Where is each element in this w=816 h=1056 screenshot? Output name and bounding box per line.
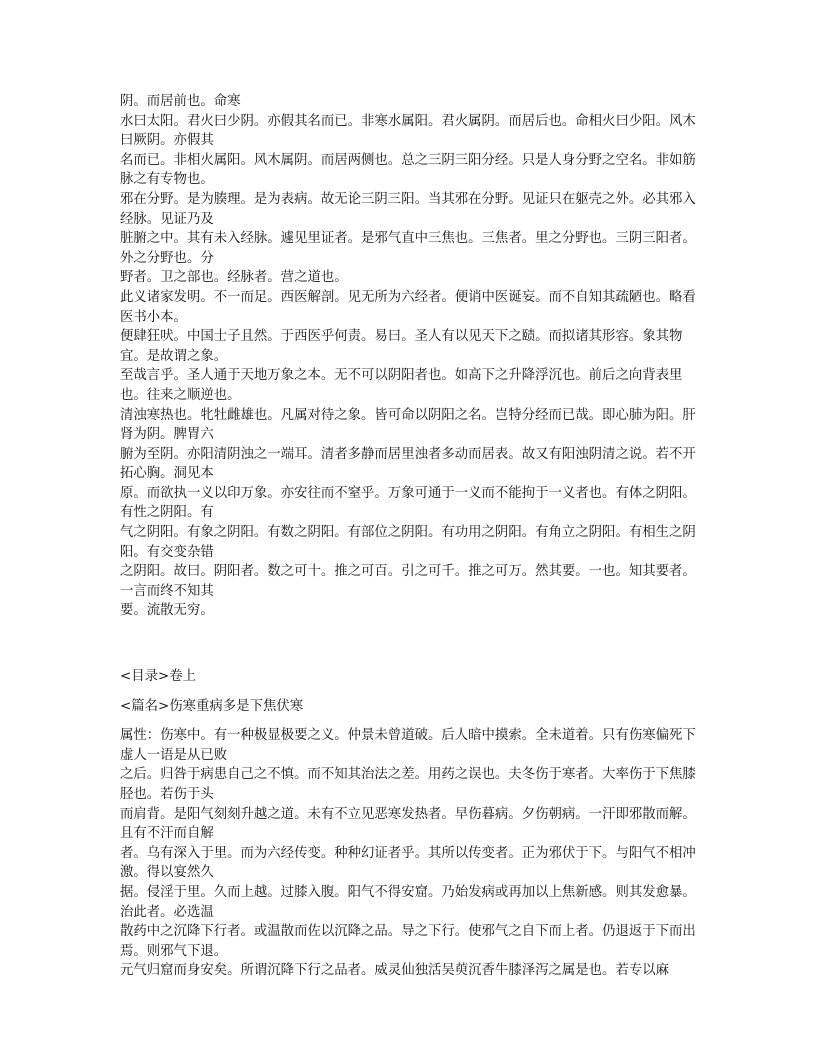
toc-heading: <目录>卷上 (120, 669, 197, 685)
text-line: 野者。卫之部也。经脉者。营之道也。 (120, 270, 348, 286)
text-line: 散药中之沉降下行者。或温散而佐以沉降之品。导之下行。使邪气之自下而上者。仍退返于下而出焉。则邪气下退。 (120, 924, 696, 959)
text-line: 据。侵淫于里。久而上越。过膝入腹。阳气不得安窟。乃始发病或再加以上焦新感。则其发愈暴。治此者。必选温 (120, 884, 696, 920)
text-line: 之阴阳。故曰。阴阳者。数之可十。推之可百。引之可千。推之可万。然其要。一也。知其要者。一言而终不知其 (120, 564, 696, 599)
text-line: 腑为至阴。亦阳清阴浊之一端耳。清者多静而居里浊者多动而居表。故又有阳浊阴清之说。若不开拓心胸。洞见本 (120, 446, 696, 482)
section-one (120, 92, 696, 621)
text-line: 气之阴阳。有象之阴阳。有数之阴阳。有部位之阴阳。有功用之阴阳。有角立之阴阳。有相生之阴阳。有交变杂错 (120, 525, 696, 560)
text-line: 水曰太阳。君火曰少阴。亦假其名而已。非寒水属阳。君火属阴。而居后也。命相火曰少阳。风木曰厥阴。亦假其 (120, 113, 696, 149)
heading-spacer (120, 716, 696, 726)
heading-spacer (120, 687, 696, 697)
document-page (120, 92, 696, 981)
text-line: 此义诸家发明。不一而足。西医解剖。见无所为六经者。便诮中医诞妄。而不自知其疏陋也。略看医书小本。 (120, 289, 696, 325)
text-line: 脏腑之中。其有未入经脉。遽见里证者。是邪气直中三焦也。三焦者。里之分野也。三阴三阳者。外之分野也。分 (120, 231, 696, 266)
text-line: 至哉言乎。圣人通于天地万象之本。无不可以阴阳者也。如高下之升降浮沉也。前后之向背表里也。往来之顺逆也。 (120, 368, 683, 403)
text-line: 名而已。非相火属阳。风木属阴。而居两侧也。总之三阴三阳分经。只是人身分野之空名。非如筋脉之有专物也。 (120, 152, 696, 188)
text-line: 便肆狂吠。中国士子且然。于西医乎何责。易曰。圣人有以见天下之赜。而拟诸其形容。象其物宜。是故谓之象。 (120, 329, 683, 364)
chapter-heading: <篇名>伤寒重病多是下焦伏寒 (120, 698, 304, 714)
text-line: 者。乌有深入于里。而为六经传变。种种幻证者乎。其所以传变者。正为邪伏于下。与阳气不相冲激。得以宴然久 (120, 845, 696, 881)
text-line: 属性：伤寒中。有一种极显极要之义。仲景未曾道破。后人暗中摸索。全未道着。只有伤寒偏死下虚人一语是从已败 (120, 728, 696, 763)
text-line: 之后。归咎于病患自己之不慎。而不知其治法之差。用药之误也。夫冬伤于寒者。大率伤于下焦膝胫也。若伤于头 (120, 767, 696, 802)
section-spacer (120, 621, 696, 667)
text-line: 阴。而居前也。命寒 (120, 94, 241, 109)
section-two (120, 726, 696, 981)
text-line: 邪在分野。是为腠理。是为表病。故无论三阴三阳。当其邪在分野。见证只在躯壳之外。必其邪入经脉。见证乃及 (120, 191, 696, 227)
text-line: 要。流散无穷。 (120, 603, 214, 619)
text-line: 原。而欲执一义以印万象。亦安往而不窒乎。万象可通于一义而不能拘于一义者也。有体之阴阳。有性之阴阳。有 (120, 485, 696, 521)
text-line: 清浊寒热也。牝牡雌雄也。凡属对待之象。皆可命以阴阳之名。岂特分经而已哉。即心肺为阳。肝肾为阴。脾胃六 (120, 407, 696, 443)
text-line: 而肩背。是阳气刻刻升越之道。未有不立见恶寒发热者。早伤暮病。夕伤朝病。一汗即邪散而解。且有不汗而自解 (120, 806, 696, 842)
text-line: 元气归窟而身安矣。所谓沉降下行之品者。威灵仙独活吴萸沉香牛膝泽泻之属是也。若专以麻 (120, 963, 670, 979)
